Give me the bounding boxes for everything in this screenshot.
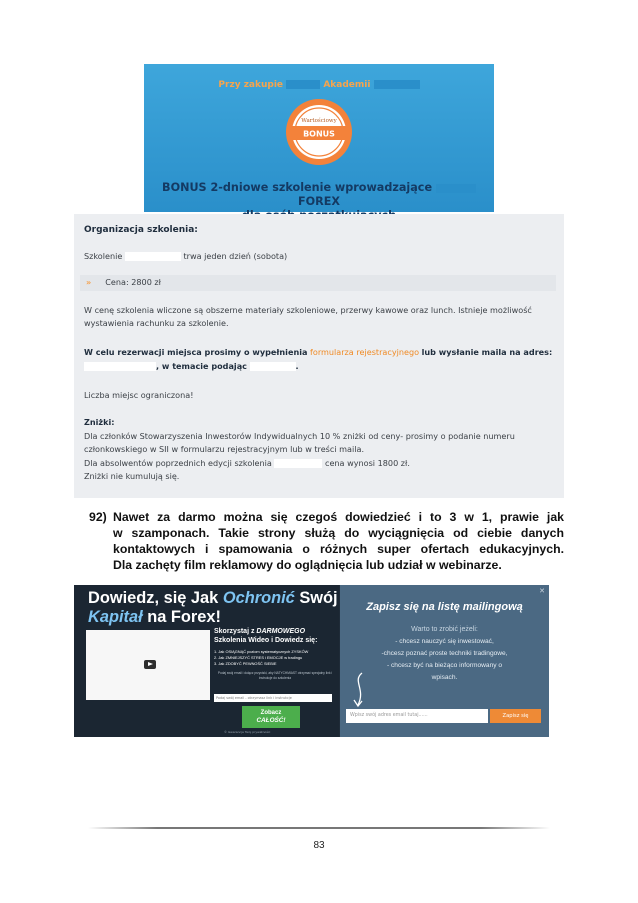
banner-redaction (286, 80, 320, 89)
paragraph-line: Dla zachęty film reklamowy do oglądnięcia lub udział w webinarze. (113, 558, 502, 572)
redaction (84, 362, 156, 371)
discount-2: członkowskiego w SII w formularzu rejestracyjnym lub w treści maila. (84, 444, 365, 454)
play-icon[interactable] (144, 660, 156, 669)
redaction (274, 459, 322, 468)
info-included-1: W cenę szkolenia wliczone są obszerne materiały szkoleniowe, przerwy kawowe oraz lunch. Istnieje możliwość (84, 305, 532, 315)
price-row (80, 275, 556, 291)
info-duration: Szkolenie trwa jeden dzień (sobota) (84, 251, 288, 261)
privacy-note: © Gwarancja Twoj prywatności (224, 730, 271, 734)
bonus-badge-icon (284, 97, 354, 167)
list-item: wpisach. (431, 674, 458, 681)
offer-title: Skorzystaj z DARMOWEGO Szkolenia Wideo i Dowiedz się: (214, 628, 318, 644)
info-included-2: wystawienia rachunku za szkolenie. (84, 318, 229, 328)
page-number: 83 (313, 840, 325, 851)
bonus-banner (144, 64, 494, 212)
close-icon[interactable]: ✕ (539, 587, 545, 595)
banner-top-mid: Akademii (323, 80, 371, 90)
chevron-right-icon: » (86, 277, 92, 287)
redaction (250, 362, 296, 371)
list-item: 3. Jak ZDOBYĆ PEWNOŚĆ SIEBIE (214, 661, 277, 666)
discount-4: Zniżki nie kumulują się. (84, 471, 180, 481)
offer-details (214, 627, 336, 680)
list-item: 2. Jak ZMNIEJSZYĆ STRES i EMOCJE w tradingu (214, 655, 303, 660)
banner-title-part1: BONUS 2-dniowe szkolenie wprowadzające (162, 181, 433, 194)
list-item: - chcesz być na bieżąco informowany o (386, 662, 503, 669)
footer-divider (88, 827, 550, 829)
banner-redaction (436, 184, 476, 193)
subscribe-button[interactable]: Zapisz się (490, 709, 541, 723)
mailing-reasons (340, 624, 549, 684)
webinar-signup-screenshot (74, 585, 549, 737)
list-item: Warto to zrobić jeżeli: (411, 626, 478, 633)
mailing-title: Zapisz się na listę mailingową (366, 601, 523, 613)
discount-1: Dla członków Stowarzyszenia Inwestorów Indywidualnych 10 % zniżki od ceny- prosimy o podanie numeru (84, 431, 515, 441)
discounts-heading: Zniżki: (84, 417, 115, 427)
paragraph-line: Nawet za darmo można się czegoś dowiedzieć i to 3 w 1, prawie jak (113, 510, 564, 524)
price-text: Cena: 2800 zł (105, 277, 161, 287)
badge-line1: Wartościowy (301, 118, 337, 124)
offer-note: Podaj swój email i dołącz przyciski, aby NATYCHMIAST otrzymać specjalny link i instrukcje do szkolenia (217, 671, 333, 680)
offer-headline: Dowiedz, się Jak Ochronić Swój Kapitał na Forex! (88, 589, 338, 626)
mailing-list-panel (340, 585, 549, 737)
mailing-email-input[interactable]: Wpisz swój adres email tutaj...... (346, 709, 488, 723)
badge-line2: BONUS (303, 129, 335, 139)
registration-form-link[interactable]: formularza rejestracyjnego (310, 347, 420, 357)
list-item: -chcesz poznać proste techniki tradingowe, (381, 650, 508, 657)
paragraph-number: 92) (89, 510, 107, 524)
banner-redaction (374, 80, 420, 89)
list-item: - chcesz nauczyć się inwestować, (395, 638, 494, 645)
banner-top-line (144, 80, 494, 90)
info-reserve-2: , w temacie podając . (84, 361, 299, 372)
email-input[interactable]: Podaj swój email - otrzymasz link i instrukcje (214, 694, 332, 702)
info-limited: Liczba miejsc ograniczona! (84, 390, 194, 400)
banner-top-left: Przy zakupie (218, 80, 284, 90)
paragraph-line: w szamponach. Takie strony służą do wyciągnięcia od ciebie danych (113, 526, 564, 540)
body-paragraph (89, 509, 564, 573)
info-reserve-1: W celu rezerwacji miejsca prosimy o wypełnienia formularza rejestracyjnego lub wysłanie maila na adres: (84, 347, 553, 357)
discount-3: Dla absolwentów poprzednich edycji szkolenia cena wynosi 1800 zł. (84, 458, 410, 468)
arrow-down-icon (350, 671, 370, 711)
redaction (125, 252, 181, 261)
video-offer-panel (74, 585, 339, 737)
offer-benefits-list (214, 649, 336, 667)
list-item: 1. Jak OSIĄGNĄĆ poziom systematycznych ZYSKÓW (214, 649, 309, 654)
info-heading: Organizacja szkolenia: (84, 225, 198, 235)
banner-title-part2: FOREX (297, 195, 341, 208)
training-info-box (74, 214, 564, 498)
video-player[interactable] (86, 630, 210, 700)
see-all-button[interactable]: Zobacz CAŁOŚĆ! (242, 706, 300, 728)
paragraph-line: kontaktowych i spamowania o różnych super ofertach edukacyjnych. (113, 542, 564, 556)
